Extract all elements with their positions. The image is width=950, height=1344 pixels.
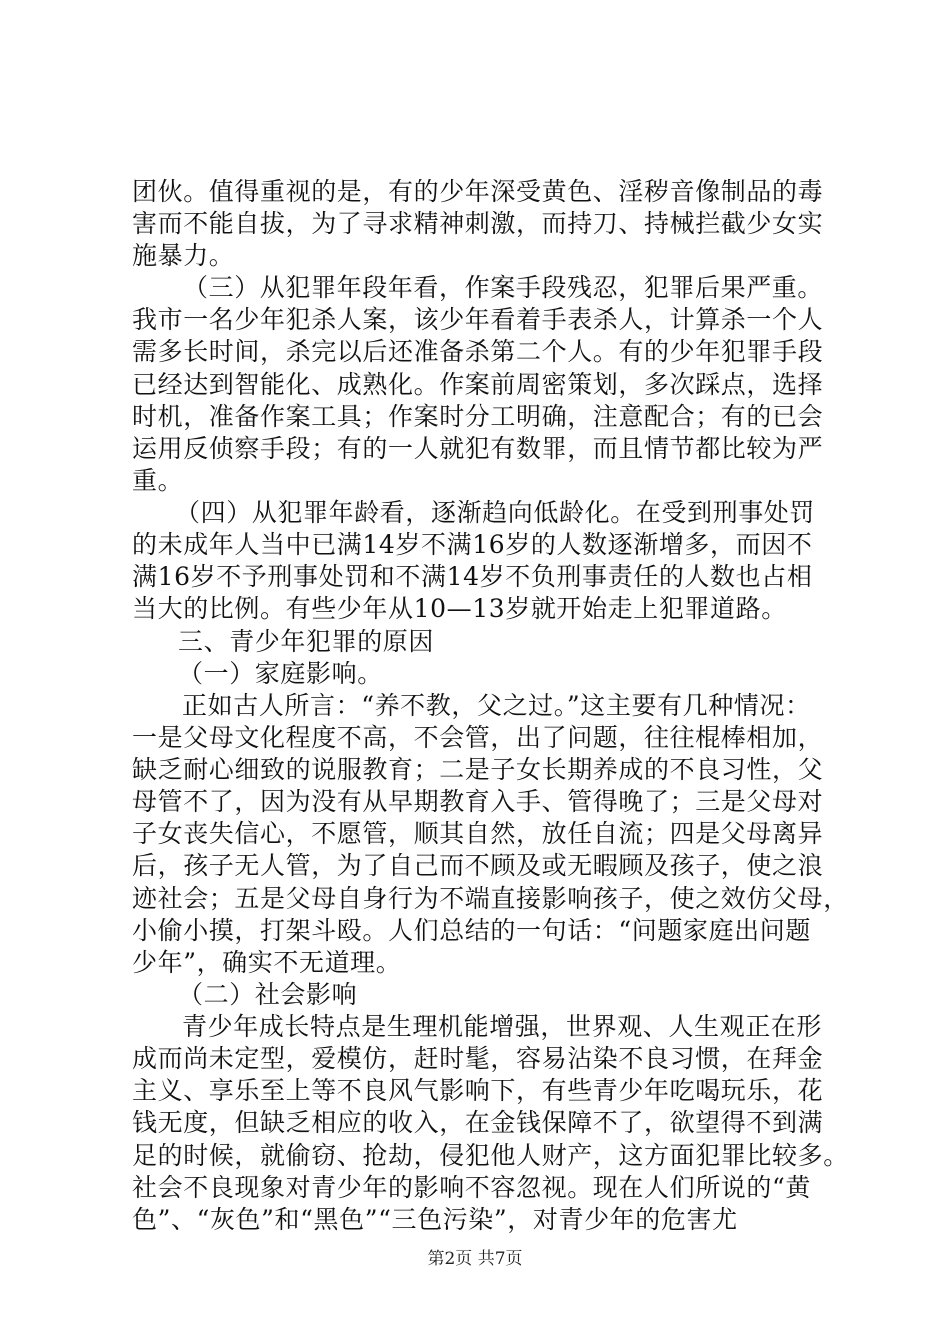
body-line: 缺乏耐心细致的说服教育；二是子女长期养成的不良习性，父	[132, 755, 824, 784]
body-line: 青少年成长特点是生理机能增强，世界观、人生观正在形	[182, 1012, 823, 1041]
body-line: 我市一名少年犯杀人案，该少年看着手表杀人，计算杀一个人	[132, 305, 824, 334]
body-line: 钱无度，但缺乏相应的收入，在金钱保障不了，欲望得不到满	[132, 1108, 824, 1137]
body-line: 已经达到智能化、成熟化。作案前周密策划，多次踩点，选择	[132, 370, 824, 399]
body-line: 施暴力。	[132, 241, 235, 270]
chapter-heading: 三、青少年犯罪的原因	[178, 627, 435, 656]
section-heading-4: （四）从犯罪年龄看，逐渐趋向低龄化。在受到刑事处罚	[175, 498, 816, 527]
body-line: 后，孩子无人管，为了自己而不顾及或无暇顾及孩子，使之浪	[132, 851, 824, 880]
body-line: 主义、享乐至上等不良风气影响下，有些青少年吃喝玩乐，花	[132, 1076, 824, 1105]
body-line: 正如古人所言：“养不教，父之过。”这主要有几种情况：	[182, 691, 811, 720]
body-line: 色”、“灰色”和“黑色”“三色污染”，对青少年的危害尤	[132, 1205, 738, 1234]
body-line: 足的时候，就偷窃、抢劫，侵犯他人财产，这方面犯罪比较多。	[132, 1141, 849, 1170]
body-line: 成而尚未定型，爱模仿，赶时髦，容易沾染不良习惯，在拜金	[132, 1044, 824, 1073]
body-line: 的未成年人当中已满14岁不满16岁的人数逐渐增多，而因不	[132, 530, 813, 559]
body-line: 子女丧失信心，不愿管，顺其自然，放任自流；四是父母离异	[132, 819, 824, 848]
body-line: 重。	[132, 466, 184, 495]
body-line: 社会不良现象对青少年的影响不容忽视。现在人们所说的“黄	[132, 1173, 811, 1202]
body-line: 当大的比例。有些少年从10—13岁就开始走上犯罪道路。	[132, 594, 787, 623]
page-number-footer: 第2页 共7页	[427, 1249, 523, 1269]
section-heading-3: （三）从犯罪年段年看，作案手段残忍，犯罪后果严重。	[183, 273, 824, 302]
body-line: 时机，准备作案工具；作案时分工明确，注意配合；有的已会	[132, 402, 824, 431]
subsection-heading-2: （二）社会影响	[178, 980, 358, 1009]
body-line: 母管不了，因为没有从早期教育入手、管得晚了；三是父母对	[132, 787, 824, 816]
body-line: 小偷小摸，打架斗殴。人们总结的一句话：“问题家庭出问题	[132, 916, 811, 945]
body-line: 一是父母文化程度不高，不会管，出了问题，往往棍棒相加，	[132, 723, 824, 752]
subsection-heading-1: （一）家庭影响。	[178, 659, 383, 688]
body-line: 团伙。值得重视的是，有的少年深受黄色、淫秽音像制品的毒	[132, 177, 824, 206]
body-line: 害而不能自拔，为了寻求精神刺激，而持刀、持械拦截少女实	[132, 209, 824, 238]
body-line: 满16岁不予刑事处罚和不满14岁不负刑事责任的人数也占相	[132, 562, 813, 591]
body-line: 运用反侦察手段；有的一人就犯有数罪，而且情节都比较为严	[132, 434, 824, 463]
body-line: 少年”，确实不无道理。	[132, 948, 402, 977]
body-line: 需多长时间，杀完以后还准备杀第二个人。有的少年犯罪手段	[132, 337, 824, 366]
body-line: 迹社会；五是父母自身行为不端直接影响孩子，使之效仿父母，	[132, 884, 849, 913]
